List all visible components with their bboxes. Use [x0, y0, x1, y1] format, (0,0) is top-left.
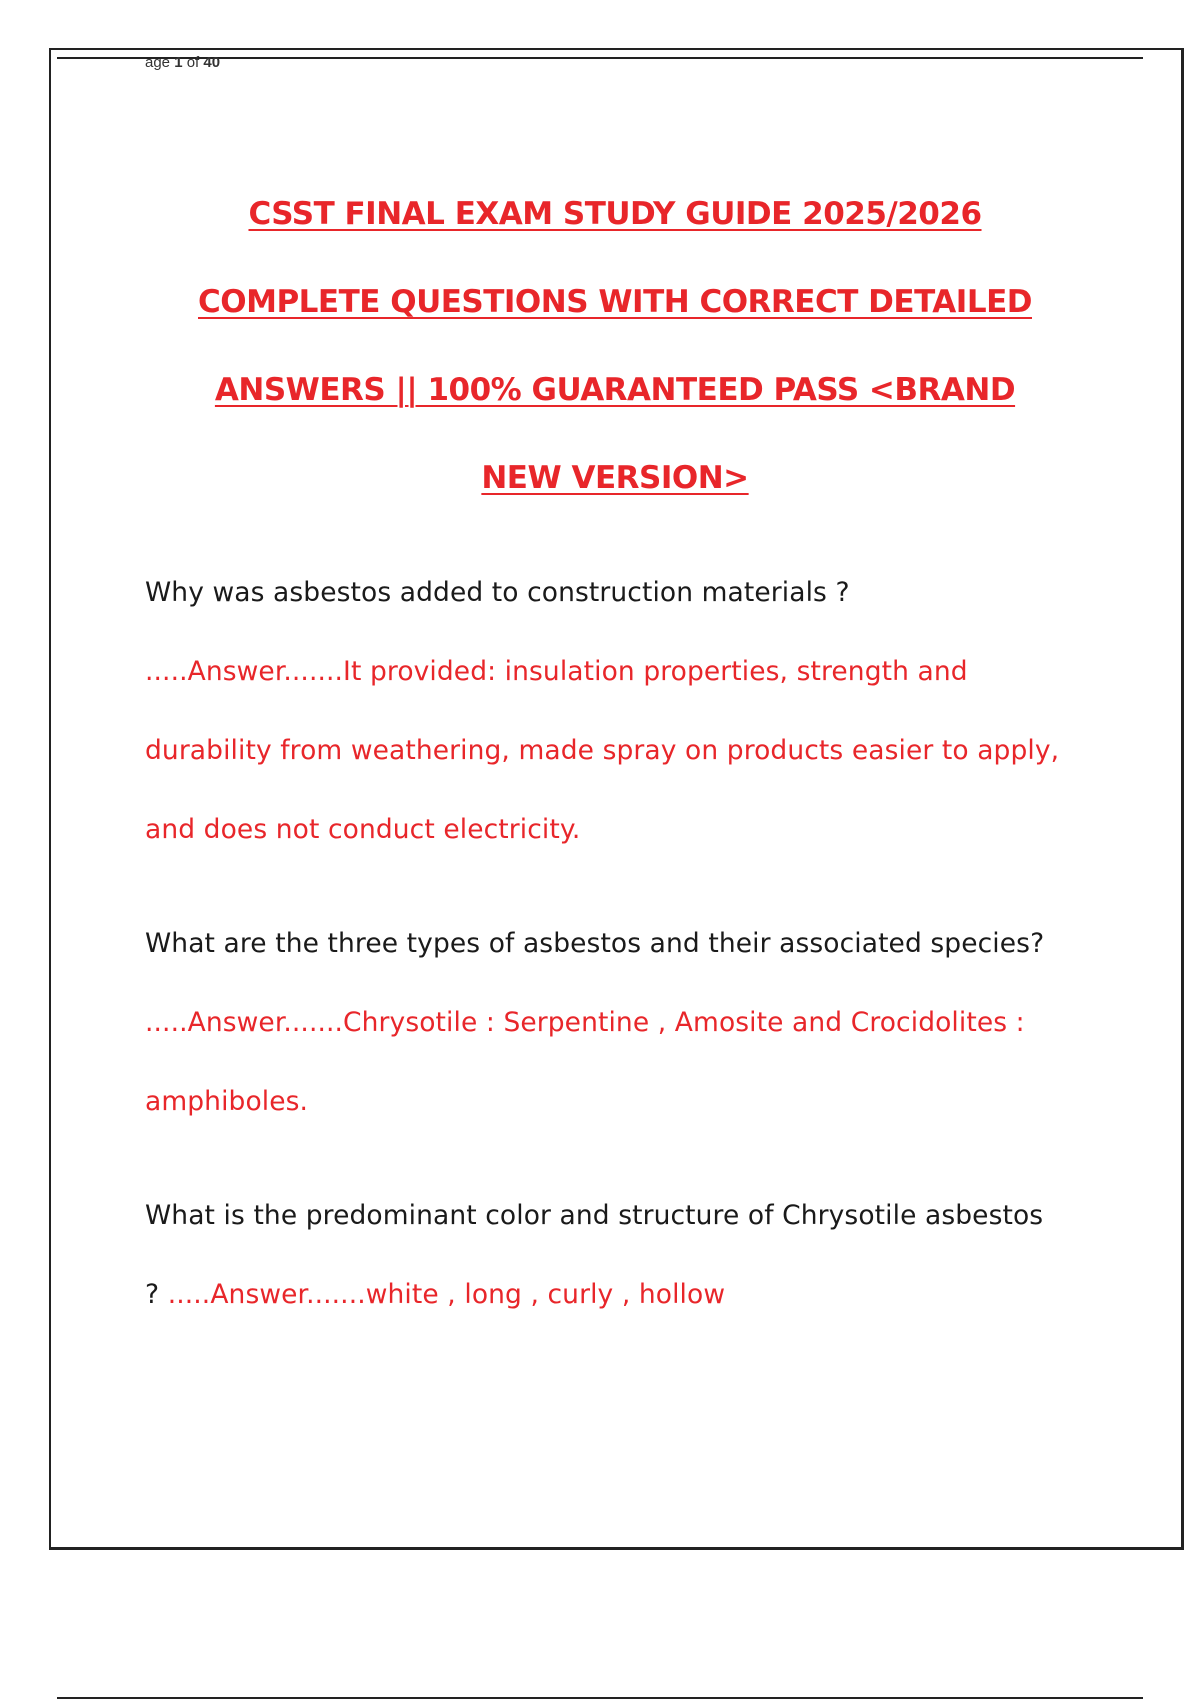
title-line-4: NEW VERSION>	[481, 460, 749, 496]
answer-text: .....Answer.......white , long , curly , hollow	[167, 1279, 726, 1310]
title-line-1: CSST FINAL EXAM STUDY GUIDE 2025/2026	[248, 196, 982, 232]
question-text: Why was asbestos added to construction materials ?	[145, 577, 850, 608]
qa-item-1	[145, 553, 1065, 869]
question-text: What are the three types of asbestos and their associated species?	[145, 928, 1045, 959]
qa-item-3	[145, 1176, 1065, 1334]
document-title	[150, 170, 1080, 522]
page-number-total: 40	[203, 54, 221, 71]
page-number-prefix: age	[145, 54, 175, 71]
answer-text: .....Answer.......It provided: insulation properties, strength and durability from weathering, made spray on products easier to apply, and does not conduct electricity.	[145, 656, 1060, 845]
next-page-rule	[57, 1697, 1143, 1699]
title-line-3: ANSWERS || 100% GUARANTEED PASS <BRAND	[214, 372, 1016, 408]
page-number	[145, 53, 220, 73]
page-number-of: of	[182, 54, 204, 71]
question-text: What is the predominant color and structure of Chrysotile asbestos ?	[145, 1200, 1044, 1310]
answer-text: .....Answer.......Chrysotile : Serpentine , Amosite and Crocidolites : amphiboles.	[145, 1007, 1025, 1117]
page-number-current: 1	[174, 54, 183, 71]
title-line-2: COMPLETE QUESTIONS WITH CORRECT DETAILED	[198, 284, 1032, 320]
qa-item-2	[145, 904, 1065, 1141]
